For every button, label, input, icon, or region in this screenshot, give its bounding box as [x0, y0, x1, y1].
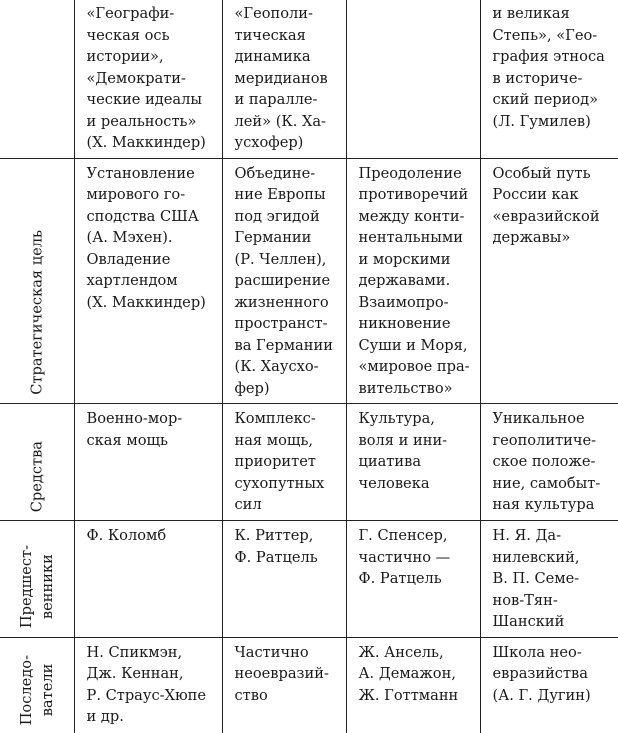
cell-text-line: нов-Тян-: [492, 591, 558, 609]
cell-text-line: евразийства: [492, 665, 588, 682]
cell-text-line: расширение: [234, 272, 331, 289]
cell-col2: [222, 637, 346, 733]
cell-col1: [74, 158, 222, 404]
row-label-line: ватели: [38, 663, 56, 717]
cell-text-line: и великая: [492, 5, 570, 22]
cell-text-line: нилевский,: [492, 548, 580, 566]
cell-col3: [346, 0, 480, 158]
cell-text-line: истории»,: [86, 48, 164, 65]
cell-text-line: человека: [358, 474, 430, 492]
cell-text-line: Взаимопро-: [358, 293, 449, 311]
cell-text-line: воля и ини-: [358, 431, 448, 449]
table-row-predecessors: [0, 521, 618, 638]
cell-text-line: лей» (К. Ха-: [234, 112, 326, 130]
cell-col3: [346, 637, 480, 733]
cell-col1: [74, 637, 222, 733]
cell-col4: [480, 637, 618, 733]
cell-text-line: (А. Г. Дугин): [492, 686, 591, 704]
cell-text-line: В. П. Семе-: [492, 570, 580, 587]
cell-text-line: России как: [492, 186, 579, 203]
cell-text-line: ское положе-: [492, 453, 596, 470]
cell-text-line: «мировое пра-: [358, 358, 470, 375]
cell-text-line: ние, самобыт-: [492, 474, 601, 492]
cell-text-line: Особый путь: [492, 164, 591, 182]
cell-text-line: «Демократи-: [86, 69, 186, 87]
cell-text-line: частично —: [358, 548, 451, 566]
cell-text-line: К. Риттер,: [234, 527, 314, 544]
cell-text-line: неоевразий-: [234, 665, 329, 682]
cell-text-line: Г. Спенсер,: [358, 527, 448, 544]
cell-text-line: ская мощь: [86, 431, 168, 449]
cell-col3: [346, 158, 480, 404]
cell-text-line: державы»: [492, 229, 571, 246]
cell-text-line: (Х. Маккиндер): [86, 293, 206, 311]
cell-text-line: никновение: [358, 315, 451, 332]
cell-text-line: ческая ось: [86, 26, 170, 44]
row-label-line: Предшест-: [17, 545, 35, 629]
cell-text-line: и реальность»: [86, 112, 197, 130]
cell-text-line: (Л. Гумилев): [492, 112, 591, 130]
row-label-followers: [0, 637, 74, 733]
table-row-strategic-goal: [0, 158, 618, 404]
cell-text-line: Школа нео-: [492, 643, 582, 661]
cell-text-line: меридианов: [234, 69, 328, 87]
cell-text-line: усхофер): [234, 134, 304, 151]
cell-text-line: сухопутных: [234, 474, 325, 492]
row-label-line: венники: [38, 554, 56, 620]
cell-text-line: и паралле-: [234, 91, 318, 108]
row-label-empty: [0, 0, 74, 158]
row-label-means: [0, 404, 74, 521]
cell-col3: [346, 521, 480, 638]
table-row-followers: [0, 637, 618, 733]
cell-col1: [74, 521, 222, 638]
cell-text-line: ние Европы: [234, 186, 326, 203]
cell-text-line: Германии: [234, 229, 312, 246]
cell-text-line: Объедине-: [234, 164, 316, 182]
cell-text-line: ная мощь,: [234, 431, 314, 449]
cell-text-line: геополитиче-: [492, 431, 597, 449]
cell-text-line: Степь», «Гео-: [492, 26, 598, 44]
row-label-line: Средства: [28, 440, 46, 512]
cell-text-line: Ж. Готтманн: [358, 686, 459, 704]
cell-text-line: в историче-: [492, 69, 583, 87]
cell-text-line: нентальными: [358, 229, 464, 246]
cell-text-line: Шанский: [492, 613, 565, 630]
cell-text-line: и др.: [86, 708, 124, 725]
cell-text-line: Культура,: [358, 410, 435, 427]
cell-col2: [222, 404, 346, 521]
cell-col2: [222, 521, 346, 638]
cell-text-line: Суши и Моря,: [358, 336, 468, 354]
cell-text-line: ческие идеалы: [86, 91, 203, 108]
cell-text-line: Овладение: [86, 250, 171, 268]
cell-text-line: Ф. Коломб: [86, 527, 167, 544]
cell-text-line: пространст-: [234, 315, 328, 332]
cell-col4: [480, 404, 618, 521]
cell-text-line: противоречий: [358, 186, 469, 203]
cell-text-line: державами.: [358, 272, 451, 289]
cell-text-line: сил: [234, 496, 262, 513]
cell-text-line: жизненного: [234, 293, 329, 311]
cell-text-line: хартлендом: [86, 272, 178, 289]
cell-text-line: тическая: [234, 26, 306, 44]
cell-text-line: Р. Страус-Хюпе: [86, 686, 207, 704]
cell-text-line: мирового го-: [86, 186, 186, 203]
cell-text-line: Частично: [234, 643, 309, 661]
cell-text-line: под эгидой: [234, 207, 320, 225]
cell-text-line: Ф. Ратцель: [234, 548, 318, 566]
cell-col4: [480, 0, 618, 158]
cell-text-line: «Геополи-: [234, 5, 313, 22]
cell-text-line: (А. Мэхен).: [86, 229, 173, 246]
cell-text-line: «Географи-: [86, 5, 175, 22]
cell-col4: [480, 158, 618, 404]
cell-text-line: Ф. Ратцель: [358, 570, 442, 587]
cell-text-line: фер): [234, 379, 270, 397]
cell-col1: [74, 0, 222, 158]
row-label-line: Стратегическая цель: [28, 230, 46, 395]
cell-text-line: А. Демажон,: [358, 665, 456, 682]
cell-text-line: Преодоление: [358, 164, 462, 182]
cell-text-line: Н. Спикмэн,: [86, 643, 183, 661]
cell-col3: [346, 404, 480, 521]
cell-text-line: ство: [234, 686, 268, 704]
table-row-titles: [0, 0, 618, 158]
cell-col1: [74, 404, 222, 521]
cell-text-line: приоритет: [234, 453, 316, 470]
cell-text-line: и морскими: [358, 250, 451, 268]
cell-text-line: циатива: [358, 453, 422, 470]
cell-text-line: Дж. Кеннан,: [86, 665, 184, 682]
cell-text-line: Уникальное: [492, 410, 585, 427]
cell-text-line: (К. Хаусхо-: [234, 358, 319, 375]
row-label-line: Последо-: [17, 654, 35, 725]
cell-text-line: Н. Я. Да-: [492, 527, 562, 544]
table-row-means: [0, 404, 618, 521]
cell-text-line: ский период»: [492, 91, 599, 108]
row-label-strategic-goal: [0, 158, 74, 404]
cell-col2: [222, 0, 346, 158]
cell-text-line: Установление: [86, 164, 195, 182]
cell-text-line: ная культура: [492, 496, 595, 513]
cell-text-line: «евразийской: [492, 207, 600, 225]
cell-text-line: между конти-: [358, 207, 465, 225]
cell-text-line: Военно-мор-: [86, 410, 183, 427]
cell-col2: [222, 158, 346, 404]
cell-text-line: вительство»: [358, 379, 453, 397]
cell-text-line: графия этноса: [492, 48, 605, 65]
row-label-predecessors: [0, 521, 74, 638]
cell-text-line: Ж. Ансель,: [358, 643, 444, 661]
cell-text-line: ва Германии: [234, 336, 333, 354]
cell-text-line: динамика: [234, 48, 311, 65]
cell-col4: [480, 521, 618, 638]
cell-text-line: Комплекс-: [234, 410, 316, 427]
cell-text-line: (Х. Маккиндер): [86, 134, 206, 151]
cell-text-line: сподства США: [86, 207, 199, 225]
cell-text-line: (Р. Челлен),: [234, 250, 327, 268]
